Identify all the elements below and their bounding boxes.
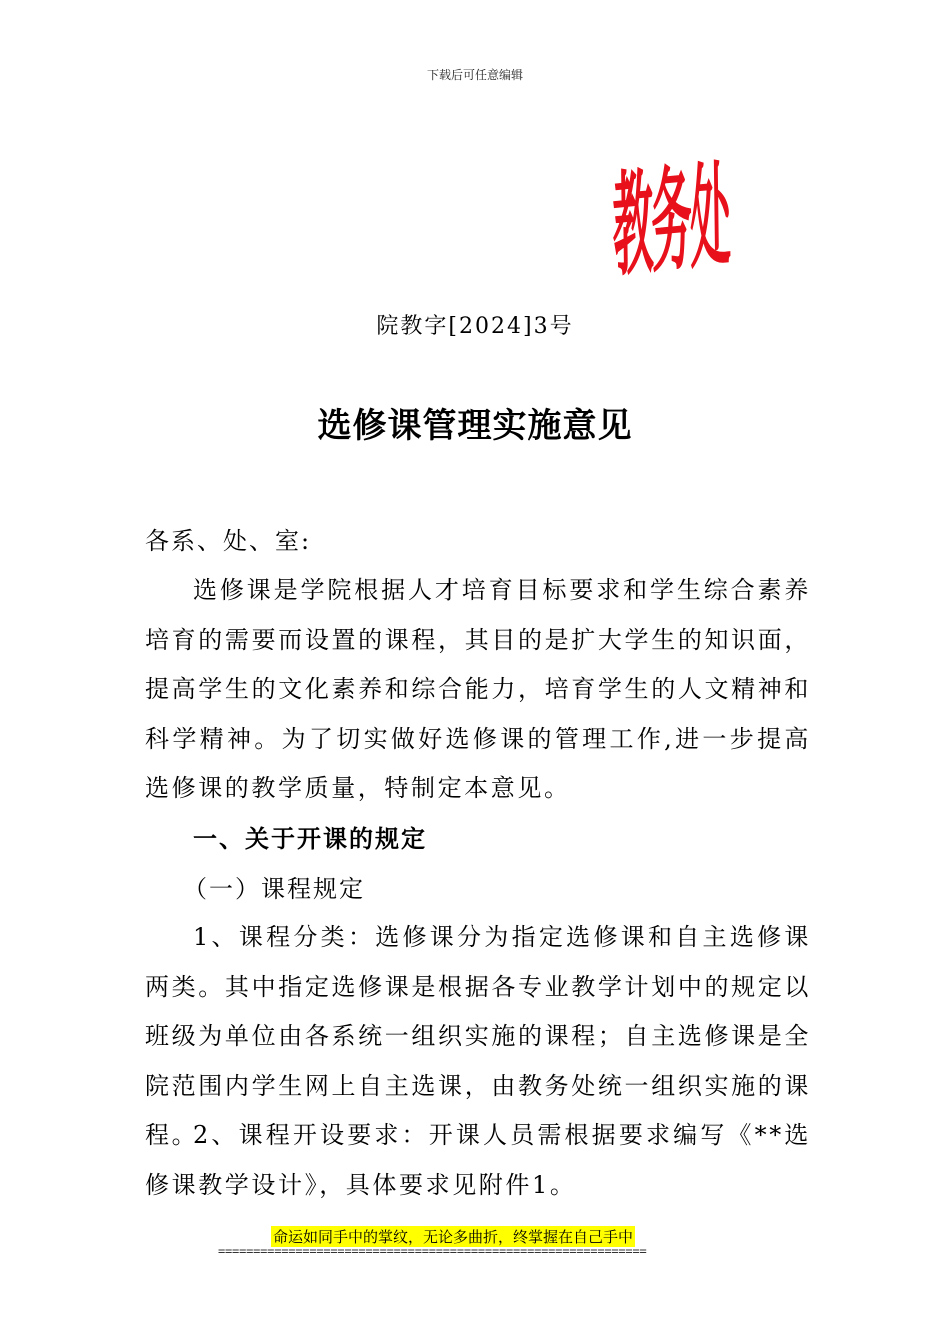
intro-paragraph: 选修课是学院根据人才培育目标要求和学生综合素养培育的需要而设置的课程，其目的是扩大学生的知识面，提高学生的文化素养和综合能力，培育学生的人文精神和科学精神。为了切实做好选修课的管理工作,进一步提高选修课的教学质量，特制定本意见。	[145, 576, 811, 802]
item-course-requirements: 2、课程开设要求：开课人员需根据要求编写《**选修课教学设计》，具体要求见附件1。	[145, 1121, 811, 1199]
item-course-classification: 1、课程分类：选修课分为指定选修课和自主选修课两类。其中指定选修课是根据各专业教学计划中的规定以班级为单位由各系统一组织实施的课程；自主选修课是全院范围内学生网上自主选课，由教务处统一组织实施的课程。	[145, 923, 811, 1149]
footer-divider: =============================================================	[218, 1244, 647, 1258]
header-note: 下载后可任意编辑	[426, 68, 523, 82]
office-stamp: 教务处	[611, 148, 730, 293]
subsection-heading: （一）课程规定	[183, 875, 365, 903]
footer-motto: 命运如同手中的掌纹，无论多曲折，终掌握在自己手中	[273, 1228, 634, 1246]
document-title: 选修课管理实施意见	[317, 406, 633, 446]
document-number: 院教字[2024]3号	[376, 314, 574, 339]
section-heading: 一、关于开课的规定	[193, 824, 427, 853]
salutation: 各系、处、室:	[145, 527, 312, 555]
